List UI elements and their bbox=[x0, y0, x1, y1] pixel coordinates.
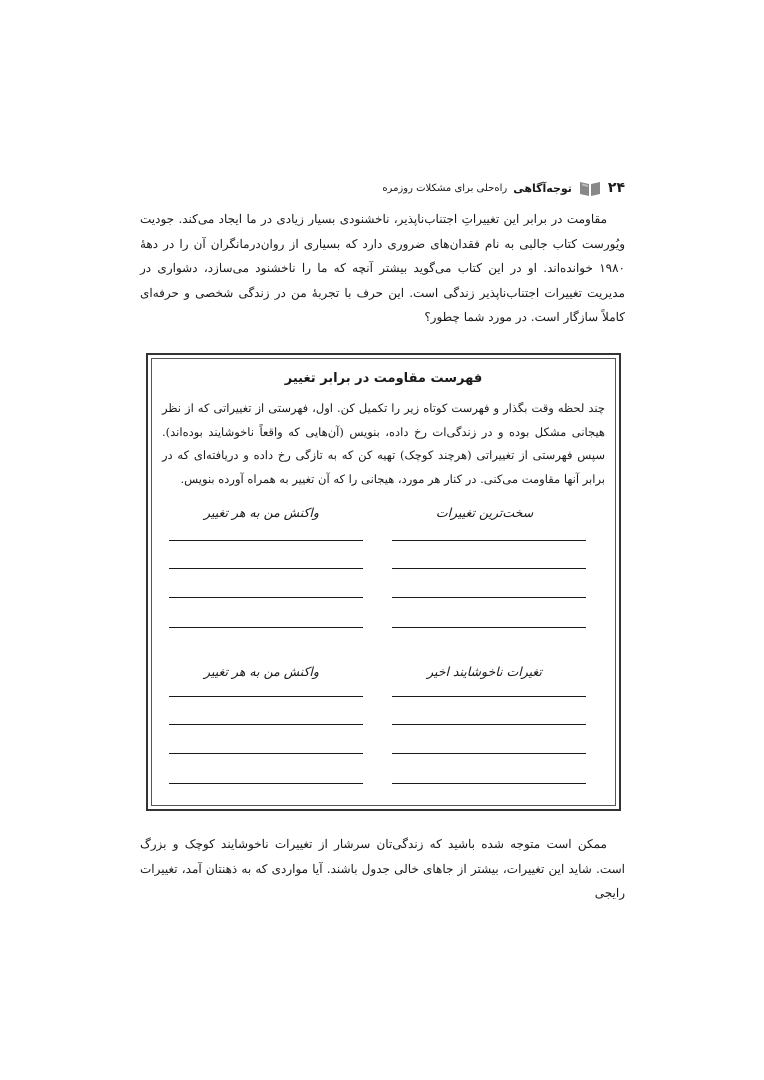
book-subtitle: راه‌حلی برای مشکلات روزمره bbox=[382, 182, 508, 194]
blank-line[interactable] bbox=[392, 783, 586, 784]
worksheet-box bbox=[146, 353, 621, 811]
blank-line[interactable] bbox=[169, 540, 363, 541]
heading-hardest-changes: سخت‌ترین تغییرات bbox=[435, 505, 534, 520]
worksheet-instructions-text: چند لحظه وقت بگذار و فهرست کوتاه زیر را تکمیل کن. اول، فهرستی از تغییراتی که از نظر هیجانی مشکل بوده و در زندگی‌ات رخ داده، بنویس (آن‌هایی که واقعاً ناخوشایند بوده‌اند). سپس فهرستی از تغییراتی (هرچند کوچک) تهیه کن که به تازگی رخ داده و دریافته‌ای که در برابر آنها مقاومت می‌کنی. در کنار هر مورد، هیجانی را که آن تغییر به همراه آورده بنویس. bbox=[162, 401, 605, 486]
blank-line[interactable] bbox=[392, 540, 586, 541]
book-title: توجه‌آگاهی bbox=[513, 181, 572, 195]
blank-line[interactable] bbox=[169, 783, 363, 784]
blank-line[interactable] bbox=[392, 753, 586, 754]
blank-line[interactable] bbox=[169, 724, 363, 725]
blank-line[interactable] bbox=[169, 597, 363, 598]
worksheet-title: فهرست مقاومت در برابر تغییر bbox=[284, 371, 483, 386]
blank-line[interactable] bbox=[392, 597, 586, 598]
blank-line[interactable] bbox=[169, 696, 363, 697]
heading-my-reaction-2: واکنش من به هر تغییر bbox=[204, 664, 319, 679]
blank-line[interactable] bbox=[392, 724, 586, 725]
closing-paragraph bbox=[140, 832, 625, 906]
blank-line[interactable] bbox=[392, 627, 586, 628]
intro-paragraph-text: مقاومت در برابر این تغییراتِ اجتناب‌ناپذیر، ناخشنودی بسیار زیادی در ما ایجاد می‌کند. جودیت ویُورست کتاب جالبی به نام فقدان‌های ضروری دارد که بسیاری از روان‌درمانگران آن را در دهۀ ۱۹۸۰ خوانده‌اند. او در این کتاب می‌گوید بیشتر آنچه که ما را ناخشنود می‌سازد، دشواری در مدیریت تغییرات اجتناب‌ناپذیر زندگی است. این حرف با تجربۀ من در زندگی شخصی و حرفه‌ای کاملاً سازگار است. در مورد شما چطور؟ bbox=[140, 212, 625, 324]
blank-line[interactable] bbox=[169, 568, 363, 569]
running-header bbox=[140, 176, 625, 200]
blank-line[interactable] bbox=[392, 568, 586, 569]
worksheet-instructions bbox=[162, 397, 605, 491]
book-logo-icon bbox=[578, 179, 602, 197]
heading-my-reaction-1: واکنش من به هر تغییر bbox=[204, 505, 319, 520]
blank-line[interactable] bbox=[169, 627, 363, 628]
blank-line[interactable] bbox=[169, 753, 363, 754]
heading-recent-unpleasant-changes: تغیرات ناخوشایند اخیر bbox=[427, 664, 542, 679]
blank-line[interactable] bbox=[392, 696, 586, 697]
page-number: ۲۴ bbox=[607, 180, 625, 196]
intro-paragraph bbox=[140, 207, 625, 330]
closing-paragraph-text: ممکن است متوجه شده باشید که زندگی‌تان سرشار از تغییرات ناخوشایند کوچک و بزرگ است. شاید این تغییرات، بیشتر از جاهای خالی جدول باشند. آیا مواردی که به ذهنتان آمد، تغییرات رایجی bbox=[140, 837, 625, 900]
worksheet-inner-frame bbox=[151, 358, 616, 806]
